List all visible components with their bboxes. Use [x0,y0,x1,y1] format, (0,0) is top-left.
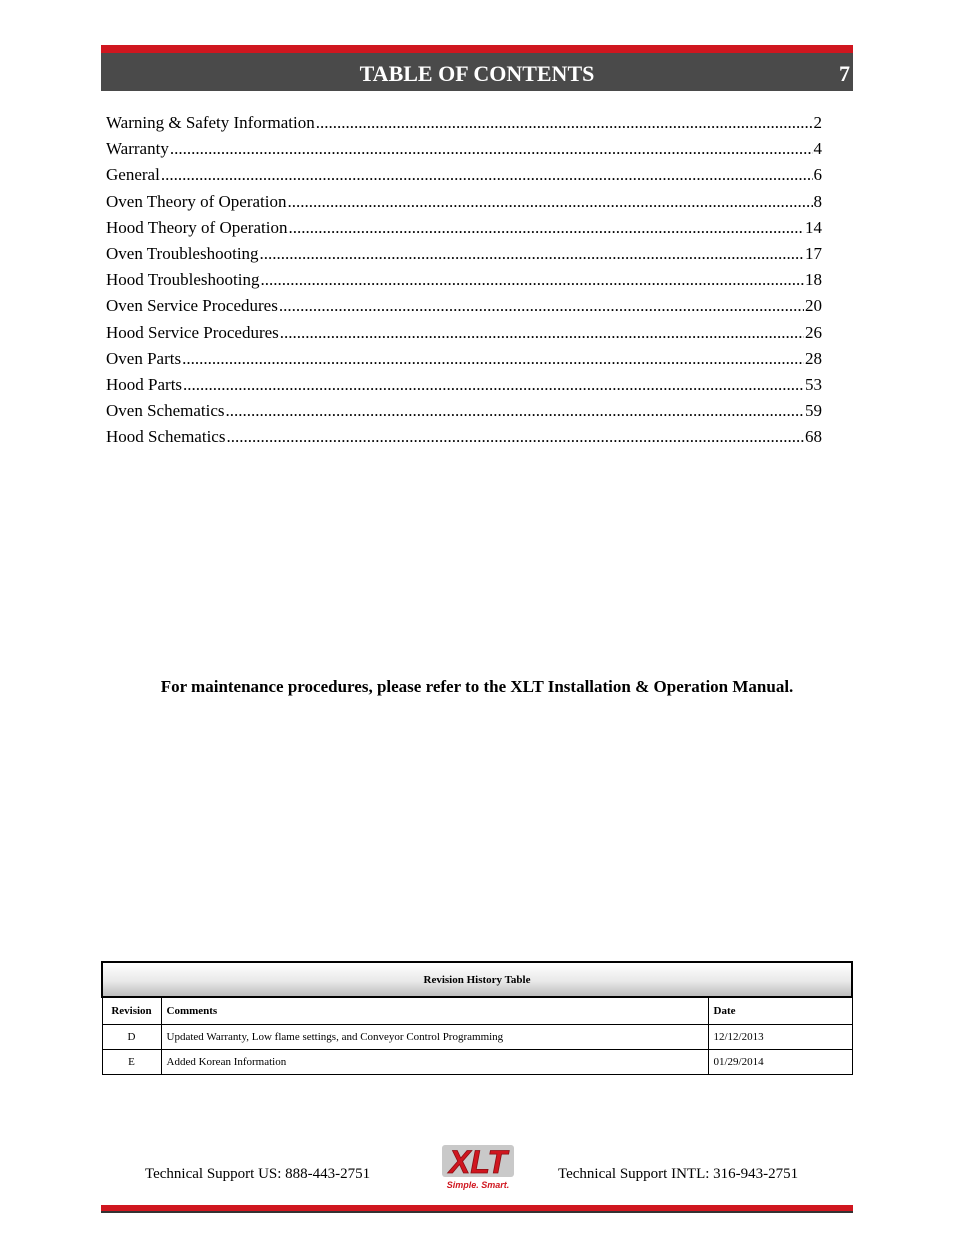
toc-leader [226,398,805,424]
toc-entry[interactable] [106,320,822,346]
toc-leader [288,215,804,241]
toc-entry[interactable] [106,136,822,162]
toc-leader [226,424,804,450]
toc-entry-title: Oven Service Procedures [106,296,278,316]
support-us-text: Technical Support US: 888-443-2751 [145,1166,371,1182]
revision-history-table [101,961,853,1075]
toc-entry[interactable] [106,189,822,215]
toc-entry-title: Hood Theory of Operation [106,217,288,237]
comments-cell: Added Korean Information [161,1050,708,1075]
toc-entry-title: Oven Schematics [106,401,225,421]
toc-leader [288,189,813,215]
date-column-header: Date [708,997,852,1025]
toc-leader [260,241,804,267]
toc-entry-title: Warranty [106,139,169,159]
toc-entry-title: General [106,165,160,185]
toc-entry-title: Hood Service Procedures [106,322,279,342]
toc-entry-page: 59 [805,401,822,421]
toc-entry-page: 20 [805,296,822,316]
comments-cell: Updated Warranty, Low flame settings, and Conveyor Control Programming [161,1025,708,1050]
toc-entry-page: 17 [805,243,822,263]
toc-entry-title: Warning & Safety Information [106,113,315,132]
table-row [102,1025,852,1050]
toc-leader [182,346,804,372]
revision-cell: D [102,1025,161,1050]
date-cell: 12/12/2013 [708,1025,852,1050]
toc-entry-page: 6 [813,165,822,185]
toc-entry[interactable] [106,110,822,136]
toc-leader [161,162,813,188]
toc-leader [316,110,813,136]
section-header [101,45,853,91]
support-intl-text: Technical Support INTL: 316-943-2751 [558,1166,799,1182]
footer-rule [101,1205,853,1213]
logo-tagline: Simple. Smart. [446,1180,510,1190]
toc-entry-page: 28 [805,348,822,368]
comments-column-header: Comments [161,997,708,1025]
toc-entry[interactable] [106,293,822,319]
toc-entry-title: Hood Troubleshooting [106,270,260,290]
toc-entry-title: Hood Schematics [106,427,226,447]
date-cell: 01/29/2014 [708,1050,852,1075]
toc-entry[interactable] [106,267,822,293]
toc-entry[interactable] [106,215,822,241]
table-row [102,1050,852,1075]
toc-entry[interactable] [106,241,822,267]
toc-leader [170,136,813,162]
toc-entry-page: 53 [805,374,822,394]
revision-column-header: Revision [102,997,161,1025]
toc-entry-page: 68 [805,427,822,447]
toc-entry[interactable] [106,372,822,398]
toc-entry-title: Oven Parts [106,348,182,368]
toc-entry-page: 8 [813,191,822,211]
toc-entry[interactable] [106,162,822,188]
toc-entry-page: 14 [805,217,822,237]
toc-leader [261,267,805,293]
revision-table-header-row [102,997,852,1025]
toc-entry-title: Oven Theory of Operation [106,191,287,211]
table-of-contents [106,110,822,450]
toc-leader [280,320,804,346]
revision-cell: E [102,1050,161,1075]
toc-entry-page: 18 [805,270,822,290]
toc-entry-page: 2 [813,113,822,132]
page-title: TABLE OF CONTENTS [359,61,595,86]
maintenance-note: For maintenance procedures, please refer to the XLT Installation & Operation Manual. [160,677,794,696]
toc-leader [279,293,804,319]
toc-entry-title: Oven Troubleshooting [106,243,259,263]
toc-entry[interactable] [106,398,822,424]
toc-entry-title: Hood Parts [106,374,183,394]
toc-entry[interactable] [106,346,822,372]
toc-entry[interactable] [106,424,822,450]
revision-table-caption: Revision History Table [102,962,852,997]
toc-entry-page: 4 [813,139,822,159]
page-number: 7 [839,61,850,86]
toc-entry-page: 26 [805,322,822,342]
toc-leader [183,372,804,398]
xlt-logo [428,1143,528,1191]
logo-wordmark: XLT [448,1144,508,1180]
